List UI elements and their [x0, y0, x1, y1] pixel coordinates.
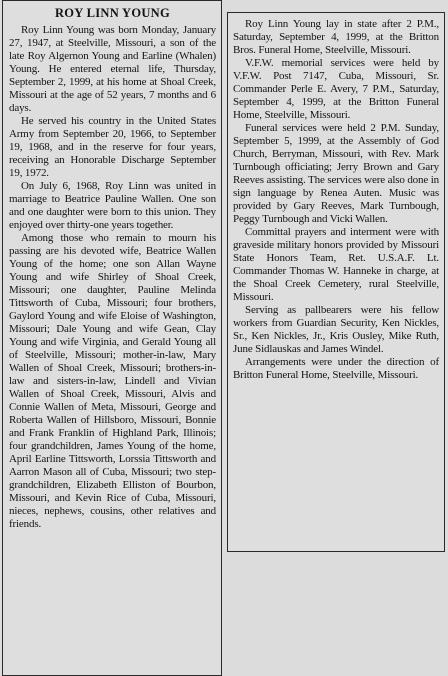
- right-column: [227, 12, 445, 552]
- left-column: [2, 0, 222, 676]
- paragraph-military: He served his country in the United States Army from September 20, 1966, to September 19, 1968, and in the reserve for four years, receiving an Honorable Discharge September 19, 1972.: [9, 115, 216, 179]
- paragraph-arrangements: Arrangements were under the direction of Britton Funeral Home, Steelville, Missouri.: [233, 356, 439, 381]
- paragraph-survivors: Among those who remain to mourn his passing are his devoted wife, Beatrice Wallen Young of the home; one son Allan Wayne Young and wife Shirley of Shoal Creek, Missouri; one daughter, Pauline Melinda Tittsworth of Cuba, Missouri; four brothers, Gaylord Young and wife Eloise of Washington, Missouri; Dale Young and wife Gean, Clay Young and wife Virginia, and Gerald Young all of Steelville, Missouri; mother-in-law, Mary Wallen of Shoal Creek, Missouri; brothers-in-law and sisters-in-law, Lindell and Vivian Wallen of Shoal Creek, Missouri, Alvis and Connie Wallen of Meta, Missouri, George and Roberta Wallen of Hillsboro, Missouri, Bonnie and Frank Franklin of Highland Park, Illinois; four grandchildren, James Young of the home, April Earline Tittsworth, Lorssia Tittsworth and Aarron Mason all of Cuba, Missouri; two step-grandchildren, Elizabeth Elliston of Bourbon, Missouri, and Kevin Rice of Cuba, Missouri, nieces, nephews, cousins, other relatives and friends.: [9, 232, 216, 530]
- paragraph-marriage: On July 6, 1968, Roy Linn was united in marriage to Beatrice Pauline Wallen. One son and one daughter were born to this union. They enjoyed over thirty-one years together.: [9, 180, 216, 231]
- paragraph-birth: Roy Linn Young was born Monday, January 27, 1947, at Steelville, Missouri, a son of the late Roy Algernon Young and Earline (Whalen) Young. He entered eternal life, Thursday, September 2, 1999, at his home at Shoal Creek, Missouri at the age of 52 years, 7 months and 6 days.: [9, 24, 216, 114]
- paragraph-pallbearers: Serving as pallbearers were his fellow workers from Guardian Security, Ken Nickles, Sr., Ken Nickles, Jr., Kris Ousley, Mike Ruth, June Sidlauskas and James Windel.: [233, 304, 439, 355]
- paragraph-funeral-services: Funeral services were held 2 P.M. Sunday, September 5, 1999, at the Assembly of God Church, Berryman, Missouri, with Rev. Mark Turnbough officiating; Jerry Brown and Gary Reeves assisting. The services were also done in sign language by Renea Auten. Music was provided by Gary Reeves, Mark Turnbough, Peggy Turnbough and Vicki Wallen.: [233, 122, 439, 225]
- obituary-headline: ROY LINN YOUNG: [54, 6, 171, 20]
- paragraph-lay-in-state: Roy Linn Young lay in state after 2 P.M., Saturday, September 4, 1999, at the Britton Bros. Funeral Home, Steelville, Missouri.: [233, 18, 439, 56]
- paragraph-committal: Committal prayers and interment were with graveside military honors provided by Missouri State Honors Team, Ret. U.S.A.F. Lt. Commander Thomas W. Hanneke in charge, at the Shoal Creek Cemetery, rural Steelville, Missouri.: [233, 226, 439, 303]
- paragraph-vfw-services: V.F.W. memorial services were held by V.F.W. Post 7147, Cuba, Missouri, Sr. Commander Perle E. Avery, 7 P.M., Saturday, September 4, 1999, at the Britton Funeral Home, Steelville, Missouri.: [233, 57, 439, 121]
